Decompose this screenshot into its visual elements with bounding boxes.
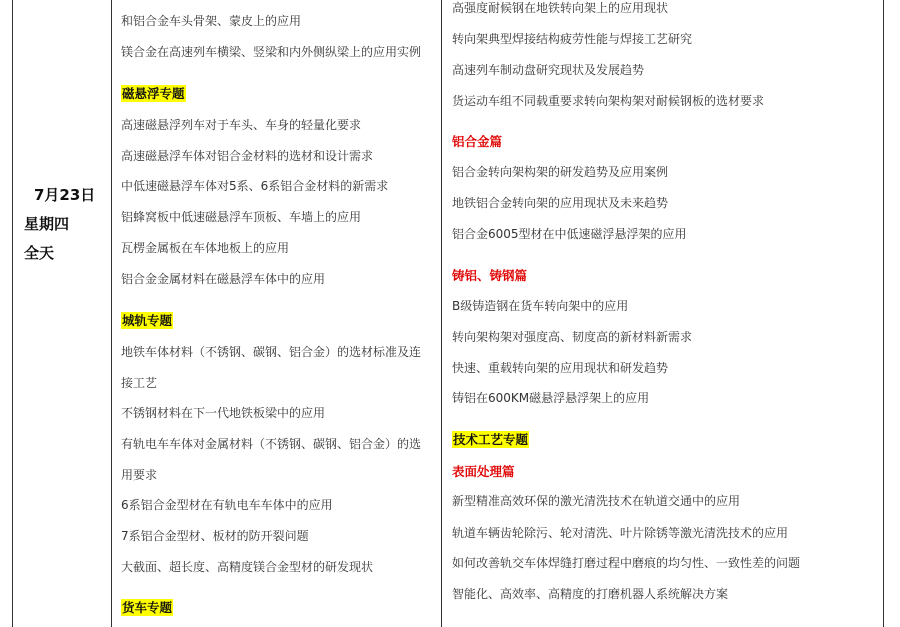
table-divider-middle <box>441 0 442 627</box>
date-cell <box>24 181 108 268</box>
list-item: 地铁铝合金转向架的应用现状及未来趋势 <box>452 196 669 210</box>
list-item: 高速磁悬浮车体对铝合金材料的选材和设计需求 <box>121 149 374 163</box>
table-divider-date <box>111 0 112 627</box>
list-item: 镁合金在高速列车横梁、竖梁和内外侧纵梁上的应用实例 <box>121 45 422 59</box>
date-day: 7月23日 <box>34 186 96 204</box>
list-item: 铝合金6005型材在中低速磁浮悬浮架的应用 <box>452 227 687 241</box>
list-item: 铸铝在600KM磁悬浮悬浮架上的应用 <box>452 391 650 405</box>
section-title-casting: 铸铝、铸钢篇 <box>452 268 528 283</box>
list-item: 货运动车组不同载重要求转向架构架对耐候钢板的选材要求 <box>452 94 765 108</box>
table-border-left <box>12 0 13 627</box>
list-item: 铝合金金属材料在磁悬浮车体中的应用 <box>121 272 326 286</box>
list-item: 转向架构架对强度高、韧度高的新材料新需求 <box>452 330 693 344</box>
section-title-urban-rail: 城轨专题 <box>122 313 173 328</box>
list-item: 高速列车制动盘研究现状及发展趋势 <box>452 63 645 77</box>
list-item: 铝合金转向架构架的研发趋势及应用案例 <box>452 165 669 179</box>
section-title-maglev: 磁悬浮专题 <box>122 86 185 101</box>
list-item: 和铝合金车头骨架、蒙皮上的应用 <box>121 14 302 28</box>
list-item: 高强度耐候钢在地铁转向架上的应用现状 <box>452 1 669 15</box>
list-item: 智能化、高效率、高精度的打磨机器人系统解决方案 <box>452 587 729 601</box>
list-item: 如何改善轨交车体焊缝打磨过程中磨痕的均匀性、一致性差的问题 <box>452 556 801 570</box>
section-title-surface: 表面处理篇 <box>452 464 515 479</box>
list-item: 转向架典型焊接结构疲劳性能与焊接工艺研究 <box>452 32 693 46</box>
list-item: 新型精准高效环保的激光清洗技术在轨道交通中的应用 <box>452 494 741 508</box>
list-item: B级铸造钢在货车转向架中的应用 <box>452 299 629 313</box>
list-item: 高速磁悬浮列车对于车头、车身的轻量化要求 <box>121 118 362 132</box>
section-title-aluminum: 铝合金篇 <box>452 134 503 149</box>
list-item: 轨道车辆齿轮除污、轮对清洗、叶片除锈等激光清洗技术的应用 <box>452 526 789 540</box>
section-title-freight: 货车专题 <box>122 600 173 615</box>
list-item: 7系铝合金型材、板材的防开裂问题 <box>121 529 309 543</box>
list-item: 地铁车体材料（不锈钢、碳钢、铝合金）的选材标准及连接工艺 <box>121 345 422 390</box>
list-item: 中低速磁悬浮车体对5系、6系铝合金材料的新需求 <box>121 179 389 193</box>
section-title-technology: 技术工艺专题 <box>453 432 529 447</box>
table-border-right <box>883 0 884 627</box>
list-item: 快速、重载转向架的应用现状和研发趋势 <box>452 361 669 375</box>
list-item: 大截面、超长度、高精度镁合金型材的研发现状 <box>121 560 374 574</box>
list-item: 铝蜂窝板中低速磁悬浮车顶板、车墙上的应用 <box>121 210 362 224</box>
date-weekday: 星期四 <box>24 215 70 233</box>
list-item: 瓦楞金属板在车体地板上的应用 <box>121 241 290 255</box>
list-item: 有轨电车车体对金属材料（不锈钢、碳钢、铝合金）的选用要求 <box>121 437 422 482</box>
list-item: 6系铝合金型材在有轨电车车体中的应用 <box>121 498 333 512</box>
list-item: 不锈钢材料在下一代地铁板梁中的应用 <box>121 406 326 420</box>
date-period: 全天 <box>24 244 55 262</box>
